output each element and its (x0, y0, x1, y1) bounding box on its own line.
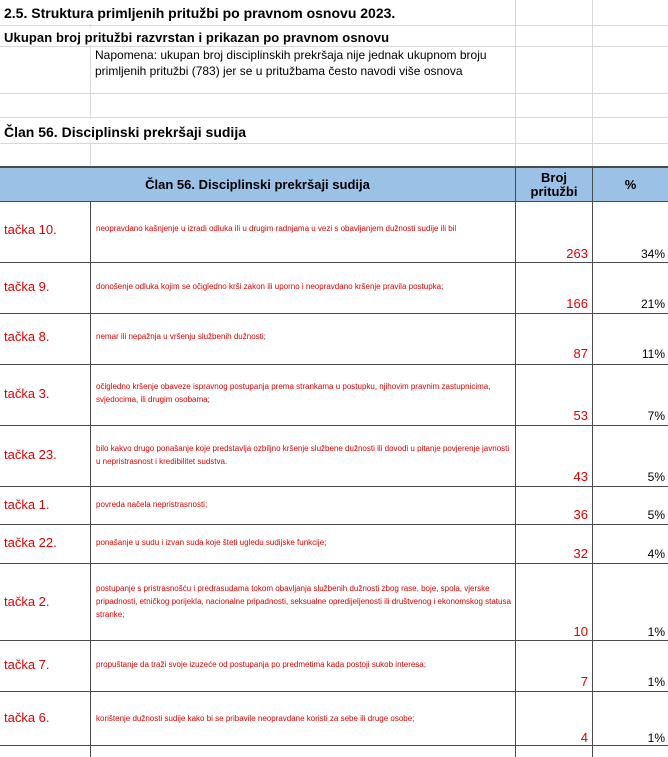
grid-row-line (0, 117, 668, 118)
header-title: Član 56. Disciplinski prekršaji sudija (145, 177, 370, 192)
row-count: 32 (573, 546, 588, 561)
row-percent: 1% (647, 675, 665, 689)
row-percent: 21% (640, 297, 665, 311)
row-description: nemar ili nepažnja u vršenju službenih dužnosti; (96, 332, 266, 341)
note-text: Napomena: ukupan broj disciplinskih prekršaja nije jednak ukupnom broju primljenih pritužbi (783) jer se u pritužbama često navodi više osnova (95, 48, 487, 78)
table-row (0, 525, 668, 564)
row-percent: 5% (647, 470, 665, 484)
table-row (0, 263, 668, 314)
row-count: 263 (566, 246, 588, 261)
row-description: ponašanje u sudu i izvan suda koje šteti ugledu sudijske funkcije; (96, 538, 327, 547)
row-count: 53 (573, 408, 588, 423)
grid-row-line (0, 143, 668, 144)
row-percent: 7% (647, 409, 665, 423)
tacka-label: tačka 10. (4, 222, 57, 237)
tacka-label: tačka 8. (4, 329, 50, 344)
table-header (0, 166, 668, 202)
row-description: postupanje s pristrasnošću i predrasudama tokom obavljanja službenih dužnosti zbog rase, boje, spola, vjerske pripadnosti, etničkog porijekla, nacionalne pripadnosti, seksualne opredijeljenosti ili društvenog i ekonomskog statusa stranke; (96, 584, 511, 619)
row-count: 166 (566, 296, 588, 311)
article-heading: Član 56. Disciplinski prekršaji sudija (4, 124, 246, 140)
row-description: korištenje dužnosti sudije kako bi se pribavile neopravdane koristi za sebe ili druge osobe; (96, 714, 415, 723)
header-count: Broj pritužbi (530, 170, 578, 199)
grid-row-line (0, 25, 668, 26)
table-row (0, 426, 668, 487)
table-row (0, 202, 668, 263)
row-description: neopravdano kašnjenje u izradi odluka ili u drugim radnjama u vezi s obavljanjem dužnosti sudije ili bil (96, 224, 457, 233)
table-row (0, 564, 668, 641)
table-row (0, 314, 668, 365)
row-description: propuštanje da traži svoje izuzeće od postupanja po predmetima kada postoji sukob interesa; (96, 660, 426, 669)
row-percent: 1% (647, 731, 665, 745)
row-description: bilo kakvo drugo ponašanje koje predstavlja ozbiljno kršenje službene dužnosti ili dovodi u pitanje povjerenje javnosti u nepristrasnost i kredibilitet sudstva. (96, 444, 510, 466)
tacka-label: tačka 2. (4, 594, 50, 609)
row-description: povreda načela nepristrasnosti; (96, 500, 208, 509)
row-percent: 34% (640, 247, 665, 261)
table-row-partial (0, 746, 668, 757)
section-title: 2.5. Struktura primljenih pritužbi po pravnom osnovu 2023. (4, 5, 396, 21)
tacka-label: tačka 7. (4, 657, 50, 672)
table-row (0, 692, 668, 746)
row-percent: 1% (647, 625, 665, 639)
grid-row-line (0, 93, 668, 94)
tacka-label: tačka 23. (4, 447, 57, 462)
row-count: 4 (580, 730, 588, 745)
row-count: 10 (573, 624, 588, 639)
row-percent: 4% (647, 547, 665, 561)
row-percent: 5% (647, 508, 665, 522)
tacka-label: tačka 9. (4, 279, 50, 294)
tacka-label: tačka 3. (4, 386, 50, 401)
row-count: 87 (573, 346, 588, 361)
row-count: 43 (573, 469, 588, 484)
row-percent: 11% (641, 347, 665, 361)
table-row (0, 641, 668, 692)
row-count: 36 (573, 507, 588, 522)
table-row (0, 487, 668, 525)
row-description: očigledno kršenje obaveze ispravnog postupanja prema strankama u postupku, njihovim pravnim zastupnicima, svjedocima, ili drugim osobama; (96, 382, 491, 404)
tacka-label: tačka 6. (4, 710, 50, 725)
table-row (0, 365, 668, 426)
subtitle: Ukupan broj pritužbi razvrstan i prikazan po pravnom osnovu (4, 30, 390, 45)
tacka-label: tačka 1. (4, 497, 50, 512)
tacka-label: tačka 22. (4, 535, 57, 550)
row-count: 7 (580, 674, 588, 689)
row-description: donošenje odluka kojim se očigledno krši zakon ili uporno i neopravdano kršenje pravila postupka; (96, 282, 444, 291)
header-percent: % (624, 177, 637, 192)
